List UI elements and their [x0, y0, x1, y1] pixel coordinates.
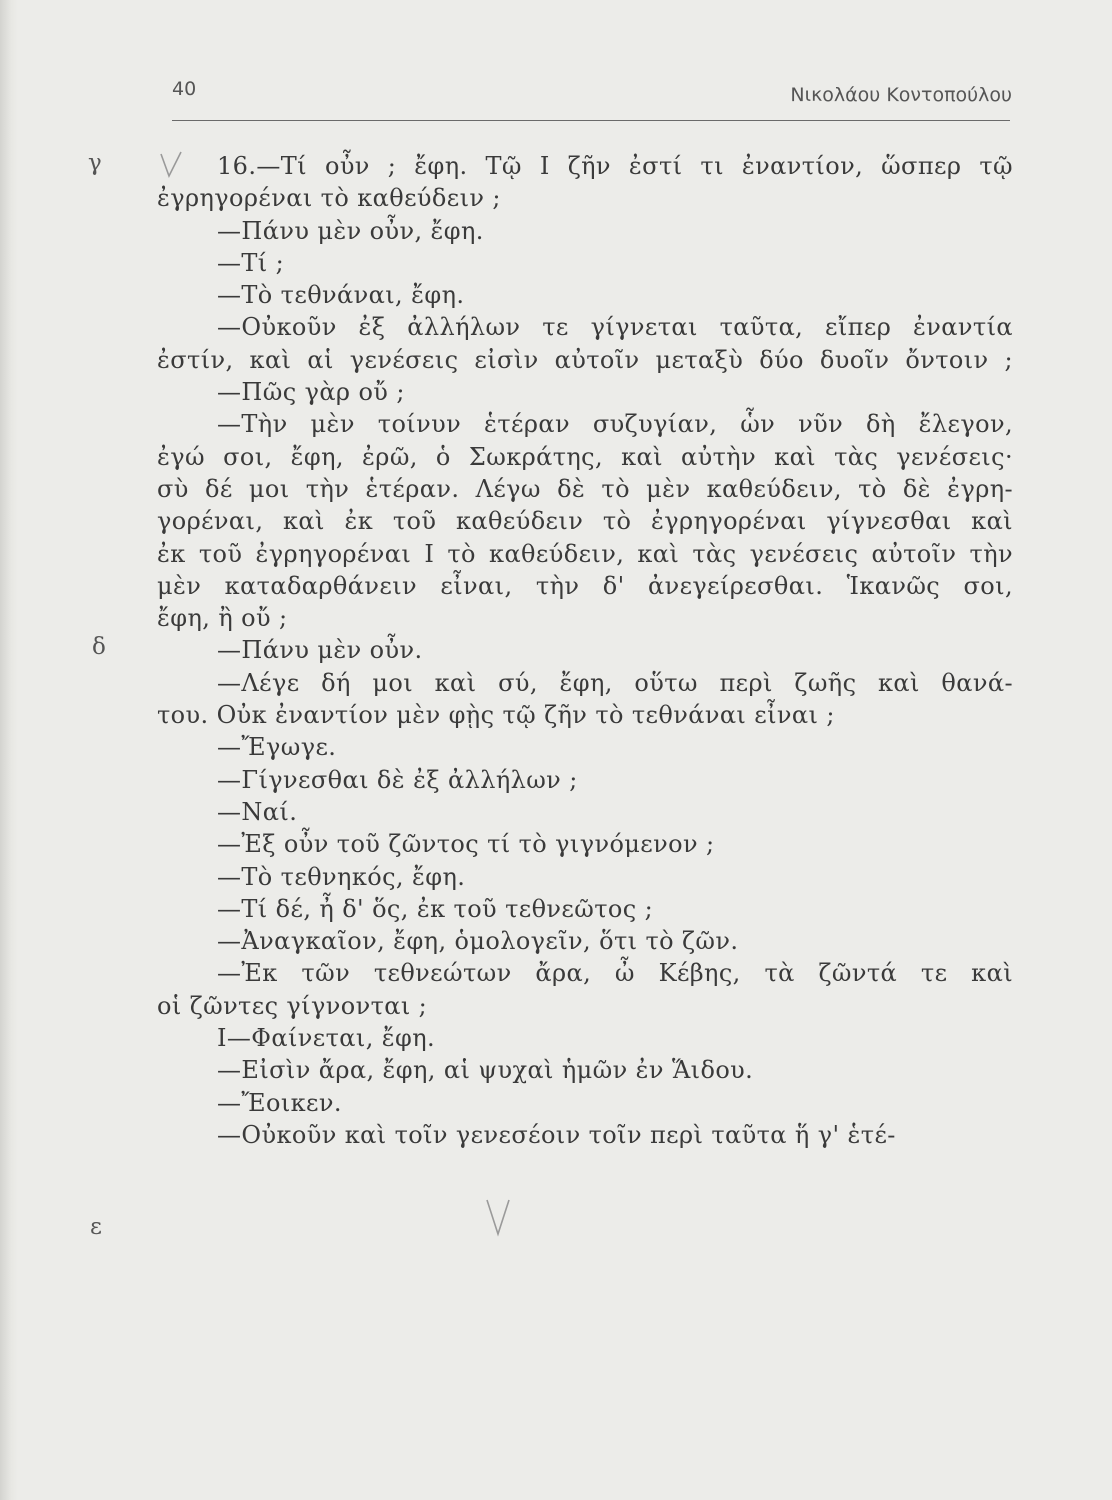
- text-line: Ι—Φαίνεται, ἔφη.: [217, 1024, 436, 1053]
- text-line: —Ἔγωγε.: [217, 733, 337, 762]
- text-line: —Τὴν μὲν τοίνυν ἑτέραν συζυγίαν, ὧν νῦν δὴ ἔλεγον,: [217, 410, 1013, 439]
- margin-letter-delta: δ: [92, 634, 106, 660]
- text-line: ἐγρηγορέναι τὸ καθεύδειν ;: [157, 184, 501, 213]
- text-line: σὺ δέ μοι τὴν ἑτέραν. Λέγω δὲ τὸ μὲν καθεύδειν, τὸ δὲ ἐγρη-: [157, 474, 1013, 503]
- text-line: ἐκ τοῦ ἐγρηγορέναι Ι τὸ καθεύδειν, καὶ τὰς γενέσεις αὐτοῖν τὴν: [157, 539, 1013, 568]
- running-head: Νικολάου Κοντοπούλου: [790, 84, 1012, 106]
- text-line: ἐγώ σοι, ἔφη, ἐρῶ, ὁ Σωκράτης, καὶ αὐτὴν καὶ τὰς γενέσεις·: [157, 442, 1013, 471]
- text-line: γορέναι, καὶ ἐκ τοῦ καθεύδειν τὸ ἐγρηγορέναι γίγνεσθαι καὶ: [157, 507, 1013, 536]
- text-line: —Οὐκοῦν ἐξ ἀλλήλων τε γίγνεται ταῦτα, εἴπερ ἐναντία: [217, 313, 1013, 342]
- text-line: —Λέγε δή μοι καὶ σύ, ἔφη, οὕτω περὶ ζωῆς καὶ θανά-: [217, 668, 1013, 697]
- text-line: του. Οὐκ ἐναντίον μὲν φῂς τῷ ζῆν τὸ τεθνάναι εἶναι ;: [157, 701, 835, 730]
- text-line: —Ἀναγκαῖον, ἔφη, ὁμολογεῖν, ὅτι τὸ ζῶν.: [217, 927, 739, 956]
- text-line: —Τὸ τεθνηκός, ἔφη.: [217, 862, 466, 891]
- text-line: —Ἐξ οὖν τοῦ ζῶντος τί τὸ γιγνόμενον ;: [217, 830, 715, 859]
- pencil-check-icon: [484, 1196, 512, 1238]
- text-line: —Τὸ τεθνάναι, ἔφη.: [217, 281, 465, 310]
- margin-letter-epsilon: ε: [90, 1214, 102, 1240]
- text-line: —Γίγνεσθαι δὲ ἐξ ἀλλήλων ;: [217, 765, 578, 794]
- margin-letter-gamma: γ: [88, 150, 102, 176]
- text-line: —Οὐκοῦν καὶ τοῖν γενεσέοιν τοῖν περὶ ταῦτα ἥ γ' ἑτέ-: [217, 1120, 896, 1149]
- text-line: οἱ ζῶντες γίγνονται ;: [157, 991, 428, 1020]
- text-line: ἐστίν, καὶ αἱ γενέσεις εἰσὶν αὐτοῖν μεταξὺ δύο δυοῖν ὄντοιν ;: [157, 345, 1013, 374]
- text-line: —Τί ;: [217, 248, 285, 277]
- header-rule: [172, 120, 1010, 121]
- page-number: 40: [172, 78, 197, 100]
- text-line: —Εἰσὶν ἄρα, ἔφη, αἱ ψυχαὶ ἡμῶν ἐν Ἅιδου.: [217, 1056, 754, 1085]
- main-text: [157, 150, 1013, 1151]
- page-header: [172, 76, 1012, 116]
- text-line: —Ἔοικεν.: [217, 1088, 342, 1117]
- text-line: μὲν καταδαρθάνειν εἶναι, τὴν δ' ἀνεγείρεσθαι. Ἱκανῶς σοι,: [157, 571, 1013, 600]
- text-line: —Ἐκ τῶν τεθνεώτων ἄρα, ὦ Κέβης, τὰ ζῶντά τε καὶ: [217, 959, 1013, 988]
- text-line: 16.—Τί οὖν ; ἔφη. Τῷ Ι ζῆν ἐστί τι ἐναντίον, ὥσπερ τῷ: [217, 152, 1013, 180]
- text-line: —Πάνυ μὲν οὖν.: [217, 636, 423, 665]
- text-line: —Πῶς γὰρ οὔ ;: [217, 378, 405, 407]
- text-line: ἔφη, ἢ οὔ ;: [157, 604, 288, 633]
- text-line: —Τί δέ, ἦ δ' ὅς, ἐκ τοῦ τεθνεῶτος ;: [217, 894, 654, 923]
- page-edge: [0, 0, 18, 1500]
- text-line: —Πάνυ μὲν οὖν, ἔφη.: [217, 216, 484, 245]
- text-line: —Ναί.: [217, 797, 298, 826]
